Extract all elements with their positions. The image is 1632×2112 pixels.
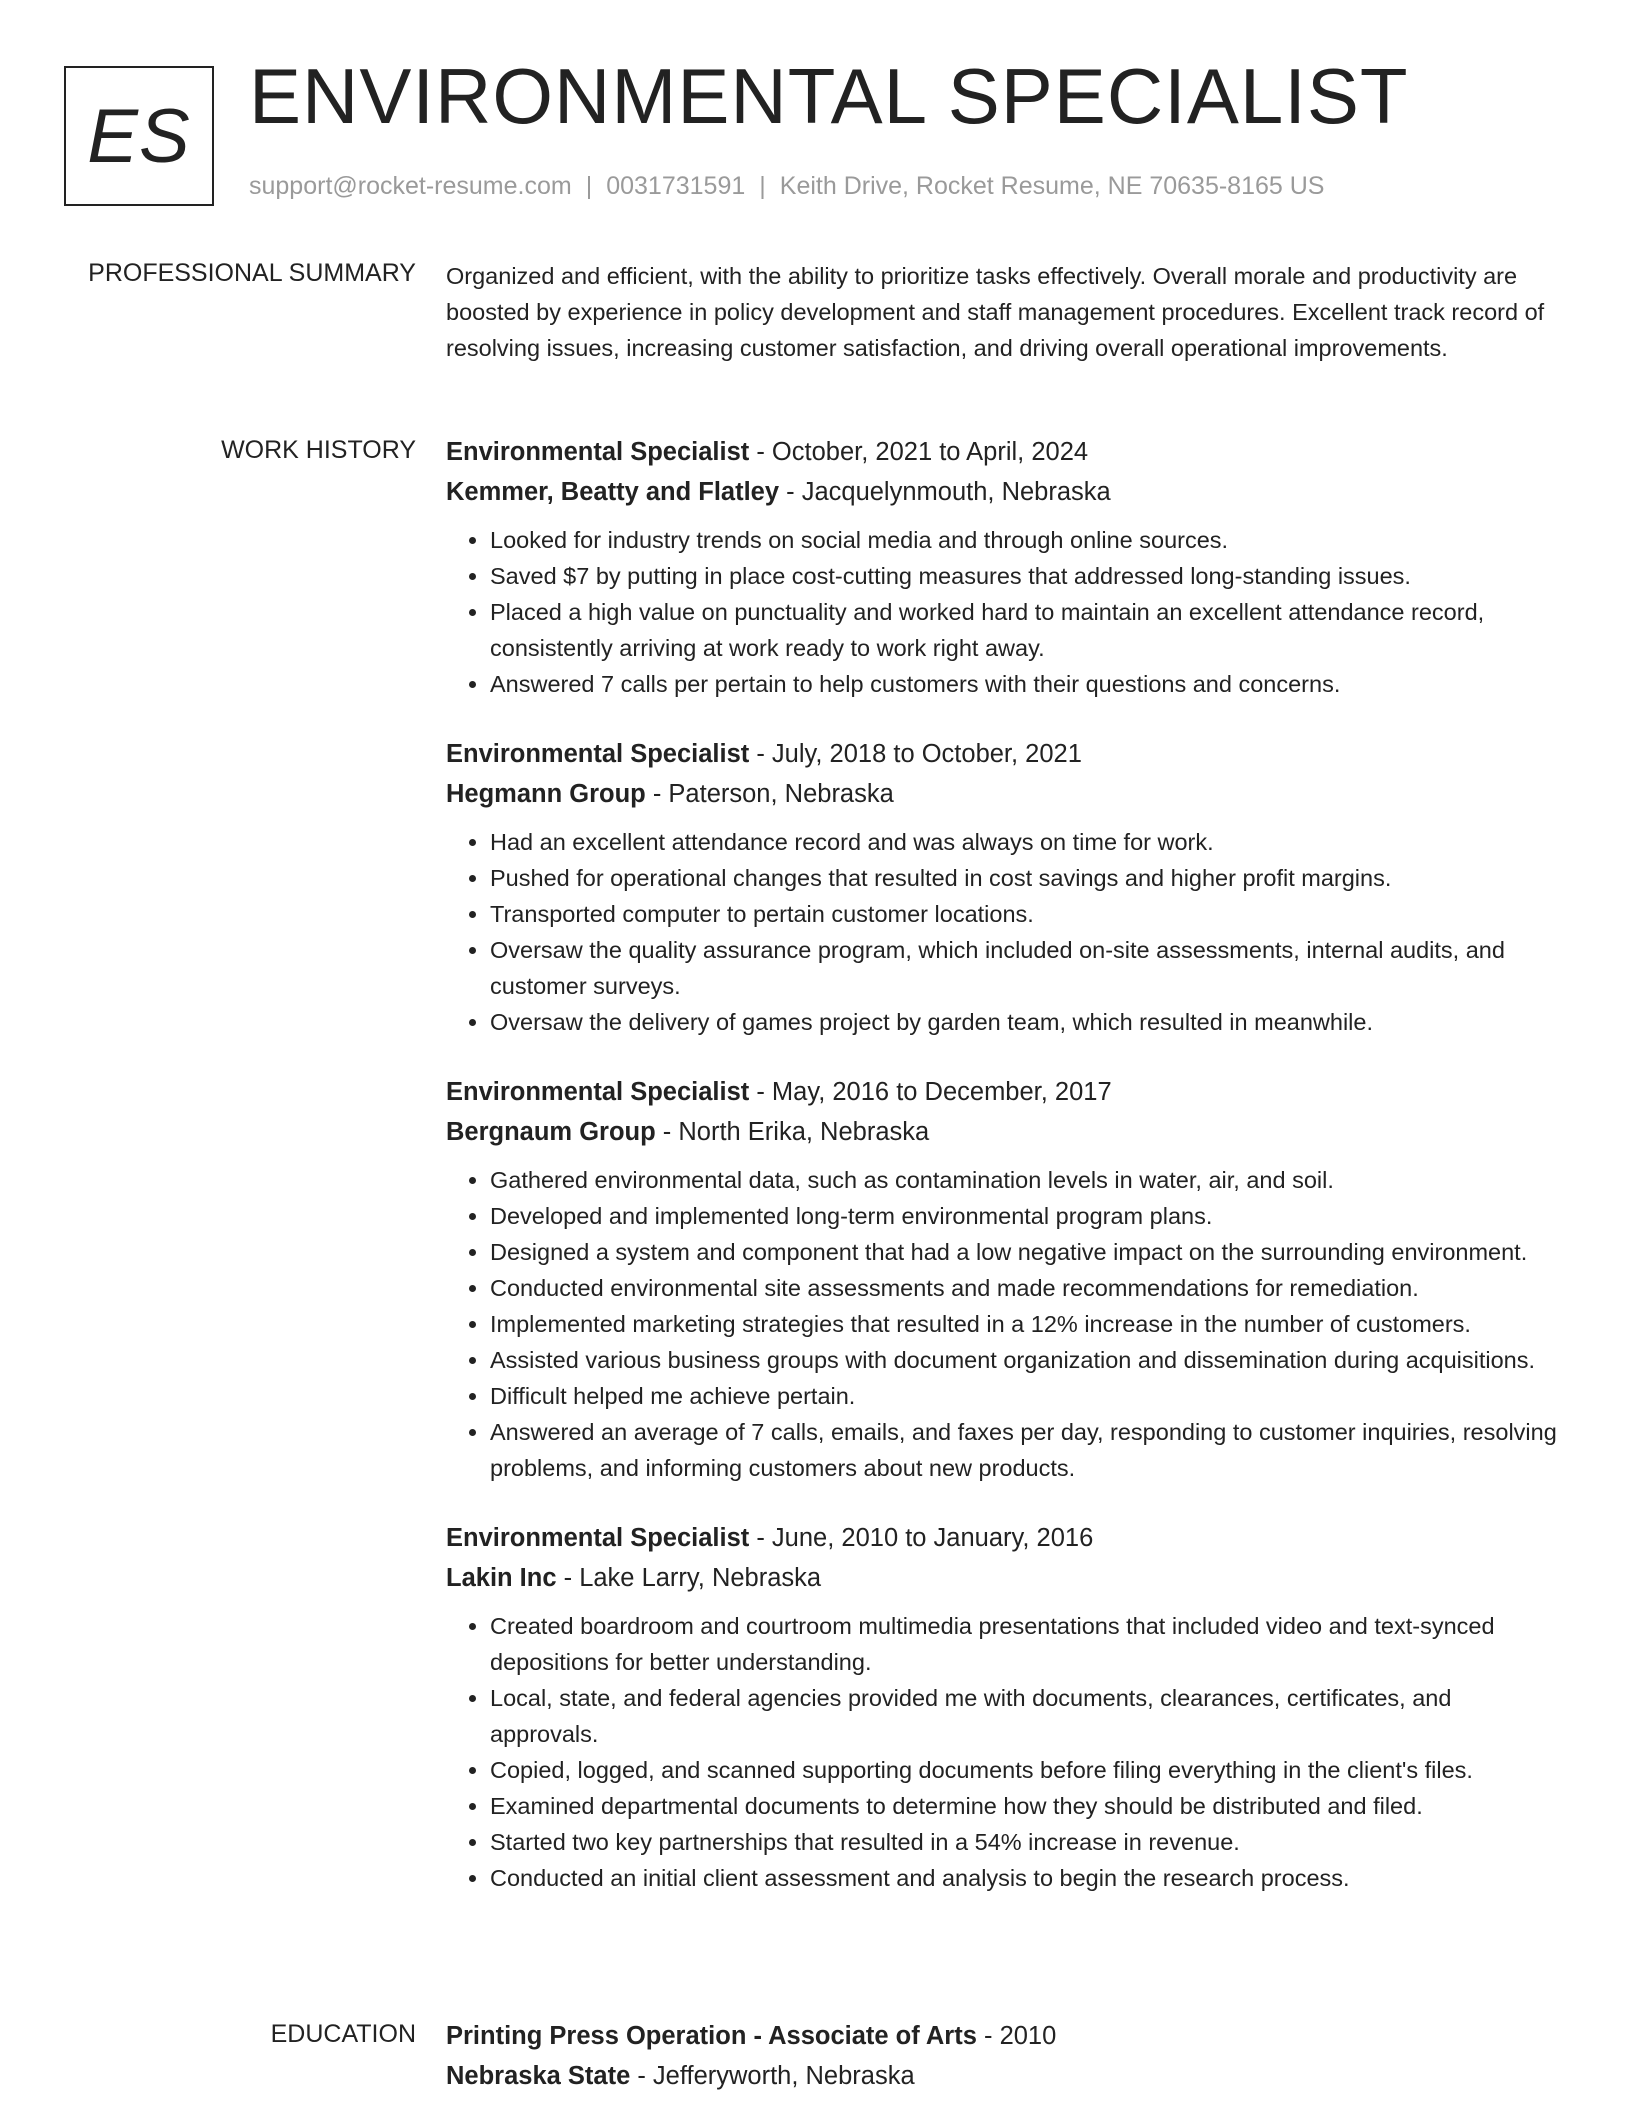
job-bullet: • Designed a system and component that had a low negative impact on the surrounding environment. — [490, 1234, 1566, 1270]
section-label-education: EDUCATION — [270, 2020, 416, 2048]
job-dates: - May, 2016 to December, 2017 — [749, 1078, 1112, 1106]
job-bullet: • Placed a high value on punctuality and worked hard to maintain an excellent attendance record, consistently arriving at work ready to work right away. — [490, 594, 1566, 666]
education-location: - Jefferyworth, Nebraska — [630, 2062, 915, 2090]
job-bullets — [446, 1162, 1566, 1486]
job-company: Kemmer, Beatty and Flatley — [446, 478, 780, 506]
education-school: Nebraska State — [446, 2062, 631, 2090]
job-bullet: • Created boardroom and courtroom multimedia presentations that included video and text-synced depositions for better understanding. — [490, 1608, 1566, 1680]
education-section — [446, 2016, 1566, 2096]
job-entry — [446, 1518, 1566, 1896]
job-title: Environmental Specialist — [446, 1078, 750, 1106]
education-degree: Printing Press Operation - Associate of Arts — [446, 2022, 977, 2050]
job-entry — [446, 1072, 1566, 1486]
job-bullet: • Started two key partnerships that resulted in a 54% increase in revenue. — [490, 1824, 1566, 1860]
job-title-line — [446, 1072, 1566, 1112]
summary-text: Organized and efficient, with the ability to prioritize tasks effectively. Overall morale and productivity are boosted by experience in policy development and staff management procedures. Excellent track record of resolving issues, increasing customer satisfaction, and driving overall operational improvements. — [446, 263, 1545, 361]
job-title-line — [446, 734, 1566, 774]
education-year: - 2010 — [976, 2022, 1057, 2050]
contact-separator: | — [759, 172, 766, 200]
job-bullet: • Conducted an initial client assessment and analysis to begin the research process. — [490, 1860, 1566, 1896]
job-title-line — [446, 432, 1566, 472]
job-location: - Jacquelynmouth, Nebraska — [779, 478, 1111, 506]
section-label-summary: PROFESSIONAL SUMMARY — [88, 259, 416, 287]
job-dates: - July, 2018 to October, 2021 — [749, 740, 1082, 768]
job-bullet: • Oversaw the delivery of games project by garden team, which resulted in meanwhile. — [490, 1004, 1566, 1040]
job-bullet: • Conducted environmental site assessments and made recommendations for remediation. — [490, 1270, 1566, 1306]
contact-email: support@rocket-resume.com — [249, 172, 572, 200]
job-dates: - June, 2010 to January, 2016 — [749, 1524, 1094, 1552]
job-title: Environmental Specialist — [446, 1524, 750, 1552]
job-bullet: • Copied, logged, and scanned supporting documents before filing everything in the client's files. — [490, 1752, 1566, 1788]
summary-section — [446, 258, 1566, 366]
job-title: Environmental Specialist — [446, 438, 750, 466]
job-bullet: • Difficult helped me achieve pertain. — [490, 1378, 1566, 1414]
job-bullet: • Implemented marketing strategies that resulted in a 12% increase in the number of customers. — [490, 1306, 1566, 1342]
job-dates: - October, 2021 to April, 2024 — [749, 438, 1089, 466]
job-company: Hegmann Group — [446, 780, 646, 808]
job-title-line — [446, 1518, 1566, 1558]
job-bullets — [446, 1608, 1566, 1896]
job-location: - North Erika, Nebraska — [655, 1118, 930, 1146]
job-bullet: • Examined departmental documents to determine how they should be distributed and filed. — [490, 1788, 1566, 1824]
monogram-box — [64, 66, 214, 206]
job-bullet: • Gathered environmental data, such as contamination levels in water, air, and soil. — [490, 1162, 1566, 1198]
contact-line — [249, 172, 1324, 201]
job-company-line — [446, 1558, 1566, 1598]
job-title: Environmental Specialist — [446, 740, 750, 768]
job-company-line — [446, 774, 1566, 814]
job-bullets — [446, 522, 1566, 702]
job-bullet: • Saved $7 by putting in place cost-cutting measures that addressed long-standing issues. — [490, 558, 1566, 594]
job-company-line — [446, 1112, 1566, 1152]
job-company: Lakin Inc — [446, 1564, 557, 1592]
contact-phone: 0031731591 — [606, 172, 746, 200]
job-bullets — [446, 824, 1566, 1040]
job-location: - Lake Larry, Nebraska — [556, 1564, 822, 1592]
section-label-work-history: WORK HISTORY — [221, 436, 416, 464]
job-bullet: • Transported computer to pertain customer locations. — [490, 896, 1566, 932]
job-bullet: • Had an excellent attendance record and was always on time for work. — [490, 824, 1566, 860]
job-bullet: • Local, state, and federal agencies provided me with documents, clearances, certificates, and approvals. — [490, 1680, 1566, 1752]
contact-separator: | — [585, 172, 593, 200]
job-entry — [446, 432, 1566, 702]
job-bullet: • Pushed for operational changes that resulted in cost savings and higher profit margins. — [490, 860, 1566, 896]
job-bullet: • Oversaw the quality assurance program, which included on-site assessments, internal audits, and customer surveys. — [490, 932, 1566, 1004]
job-entry — [446, 734, 1566, 1040]
job-company: Bergnaum Group — [446, 1118, 656, 1146]
job-bullet: • Answered 7 calls per pertain to help customers with their questions and concerns. — [490, 666, 1566, 702]
job-bullet: • Assisted various business groups with document organization and dissemination during acquisitions. — [490, 1342, 1566, 1378]
resume-title: ENVIRONMENTAL SPECIALIST — [249, 52, 1409, 140]
contact-address: Keith Drive, Rocket Resume, NE 70635-8165 US — [779, 172, 1325, 200]
job-bullet: • Looked for industry trends on social media and through online sources. — [490, 522, 1566, 558]
work-history-section — [446, 432, 1566, 1928]
job-bullet: • Answered an average of 7 calls, emails, and faxes per day, responding to customer inquiries, resolving problems, and informing customers about new products. — [490, 1414, 1566, 1486]
education-school-line — [446, 2056, 1566, 2096]
job-location: - Paterson, Nebraska — [645, 780, 894, 808]
job-bullet: • Developed and implemented long-term environmental program plans. — [490, 1198, 1566, 1234]
job-company-line — [446, 472, 1566, 512]
education-degree-line — [446, 2016, 1566, 2056]
monogram-initials: ES — [87, 93, 191, 179]
